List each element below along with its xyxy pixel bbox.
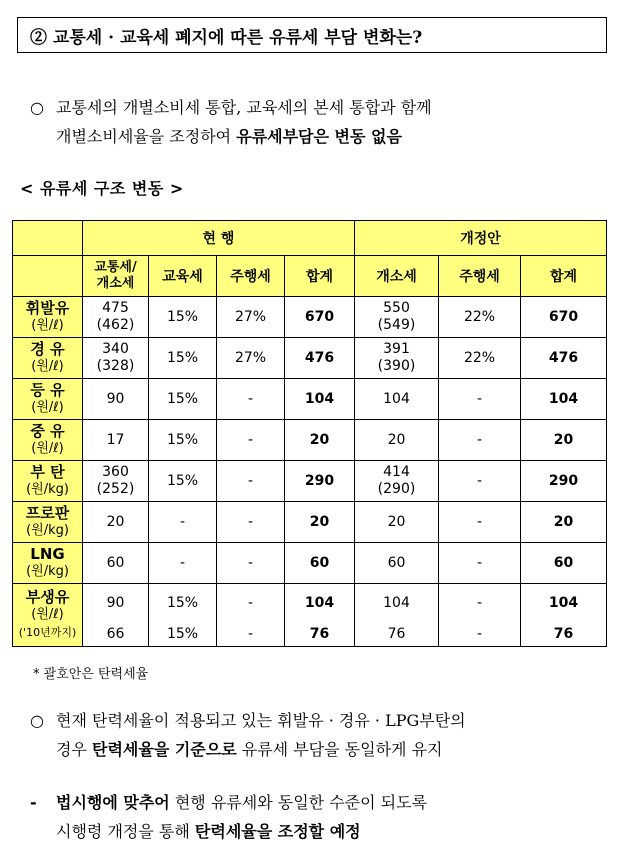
section-label: < 유류세 구조 변동 > xyxy=(20,179,184,198)
table-cell: - xyxy=(439,420,521,461)
table-footnote: * 괄호안은 탄력세율 xyxy=(33,667,149,682)
table-cell: 22% xyxy=(439,338,521,379)
corner-cell xyxy=(13,221,83,256)
corner-cell xyxy=(13,256,83,297)
table-cell: 22% xyxy=(439,297,521,338)
circle-bullet-icon: ○ xyxy=(30,711,44,730)
table-cell: 360 (252) xyxy=(83,461,149,502)
table-cell: 476 xyxy=(285,338,355,379)
table-cell: - xyxy=(217,543,285,584)
col-header: 주행세 xyxy=(217,256,285,297)
table-cell: 15% xyxy=(149,338,217,379)
row-header: 등 유 (원/ℓ) xyxy=(13,379,83,420)
bullet-line: 법시행에 맞추어 현행 유류세와 동일한 수준이 되도록 xyxy=(56,793,428,812)
row-header: 부생유 (원/ℓ) ('10년까지) xyxy=(13,584,83,647)
row-header: 경 유 (원/ℓ) xyxy=(13,338,83,379)
bullet-line: 시행령 개정을 통해 탄력세율을 조정할 예정 xyxy=(56,822,361,841)
table-cell: 476 xyxy=(521,338,607,379)
table-cell: 104 xyxy=(521,379,607,420)
table-cell: 340 (328) xyxy=(83,338,149,379)
table-cell: 27% xyxy=(217,338,285,379)
table-cell: 20 xyxy=(285,502,355,543)
table-cell: 20 xyxy=(355,420,439,461)
table-cell: 27% xyxy=(217,297,285,338)
col-header: 합계 xyxy=(285,256,355,297)
table-cell: - xyxy=(149,502,217,543)
bullet-summary xyxy=(30,93,615,151)
col-header: 교통세/ 개소세 xyxy=(83,256,149,297)
table-row xyxy=(13,502,607,543)
table-row xyxy=(13,584,607,623)
table-cell: - xyxy=(217,584,285,623)
table-cell: 15% xyxy=(149,420,217,461)
row-header: 부 탄 (원/kg) xyxy=(13,461,83,502)
table-cell: 104 xyxy=(285,379,355,420)
table-cell: 290 xyxy=(285,461,355,502)
table-cell: 15% xyxy=(149,622,217,647)
table-cell: 17 xyxy=(83,420,149,461)
table-cell: 60 xyxy=(355,543,439,584)
table-cell: 15% xyxy=(149,584,217,623)
bullet-elastic-rate xyxy=(30,706,615,764)
row-header: 중 유 (원/ℓ) xyxy=(13,420,83,461)
bullet-line: 교통세의 개별소비세 통합, 교육세의 본세 통합과 함께 xyxy=(56,98,432,117)
table-row xyxy=(13,379,607,420)
table-cell: 475 (462) xyxy=(83,297,149,338)
dash-bullet-icon: - xyxy=(30,793,37,812)
table-cell: 550 (549) xyxy=(355,297,439,338)
table-cell: 76 xyxy=(521,622,607,647)
bullet-line: 개별소비세율을 조정하여 유류세부담은 변동 없음 xyxy=(56,127,402,146)
table-cell: 90 xyxy=(83,584,149,623)
table-cell: 414 (290) xyxy=(355,461,439,502)
table-body xyxy=(13,297,607,647)
table-cell: - xyxy=(439,584,521,623)
table-cell: 15% xyxy=(149,379,217,420)
table-cell: 104 xyxy=(285,584,355,623)
table-cell: 60 xyxy=(285,543,355,584)
table-cell: 76 xyxy=(355,622,439,647)
table-cell: 20 xyxy=(355,502,439,543)
col-header: 합계 xyxy=(521,256,607,297)
table-cell: 290 xyxy=(521,461,607,502)
table-cell: 90 xyxy=(83,379,149,420)
row-header: 프로판 (원/kg) xyxy=(13,502,83,543)
page-title: ② 교통세 · 교육세 폐지에 따른 유류세 부담 변화는? xyxy=(17,17,607,53)
table-cell: 60 xyxy=(83,543,149,584)
bullet-line: 현재 탄력세율이 적용되고 있는 휘발유 · 경유 · LPG부탄의 xyxy=(56,711,466,730)
circle-bullet-icon: ○ xyxy=(30,98,44,117)
table-cell: - xyxy=(217,461,285,502)
table-row xyxy=(13,543,607,584)
table-cell: - xyxy=(439,543,521,584)
col-header: 개소세 xyxy=(355,256,439,297)
table-row xyxy=(13,461,607,502)
table-cell: 20 xyxy=(521,420,607,461)
table-cell: - xyxy=(439,502,521,543)
table-cell: 20 xyxy=(285,420,355,461)
table-row xyxy=(13,622,607,647)
row-header: 휘발유 (원/ℓ) xyxy=(13,297,83,338)
table-cell: 60 xyxy=(521,543,607,584)
table-row xyxy=(13,297,607,338)
table-cell: 104 xyxy=(355,584,439,623)
table-cell: - xyxy=(439,622,521,647)
table-cell: 76 xyxy=(285,622,355,647)
table-cell: - xyxy=(439,461,521,502)
table-cell: 20 xyxy=(521,502,607,543)
table-cell: 15% xyxy=(149,297,217,338)
table-cell: 670 xyxy=(285,297,355,338)
fuel-tax-table xyxy=(12,220,607,647)
row-header: LNG (원/kg) xyxy=(13,543,83,584)
col-header: 교육세 xyxy=(149,256,217,297)
group-header-proposed: 개정안 xyxy=(355,221,607,256)
table-cell: 391 (390) xyxy=(355,338,439,379)
col-header: 주행세 xyxy=(439,256,521,297)
table-row xyxy=(13,420,607,461)
group-header-current: 현 행 xyxy=(83,221,355,256)
table-cell: 15% xyxy=(149,461,217,502)
table-cell: - xyxy=(439,379,521,420)
table-cell: - xyxy=(217,622,285,647)
table-cell: 670 xyxy=(521,297,607,338)
bullet-line: 경우 탄력세율을 기준으로 유류세 부담을 동일하게 유지 xyxy=(56,740,443,759)
table-cell: 104 xyxy=(355,379,439,420)
table-cell: - xyxy=(217,420,285,461)
table-cell: 104 xyxy=(521,584,607,623)
bullet-adjust-plan xyxy=(30,788,615,846)
table-cell: - xyxy=(217,502,285,543)
table-cell: 20 xyxy=(83,502,149,543)
table-cell: - xyxy=(149,543,217,584)
table-cell: - xyxy=(217,379,285,420)
table-row xyxy=(13,338,607,379)
table-cell: 66 xyxy=(83,622,149,647)
